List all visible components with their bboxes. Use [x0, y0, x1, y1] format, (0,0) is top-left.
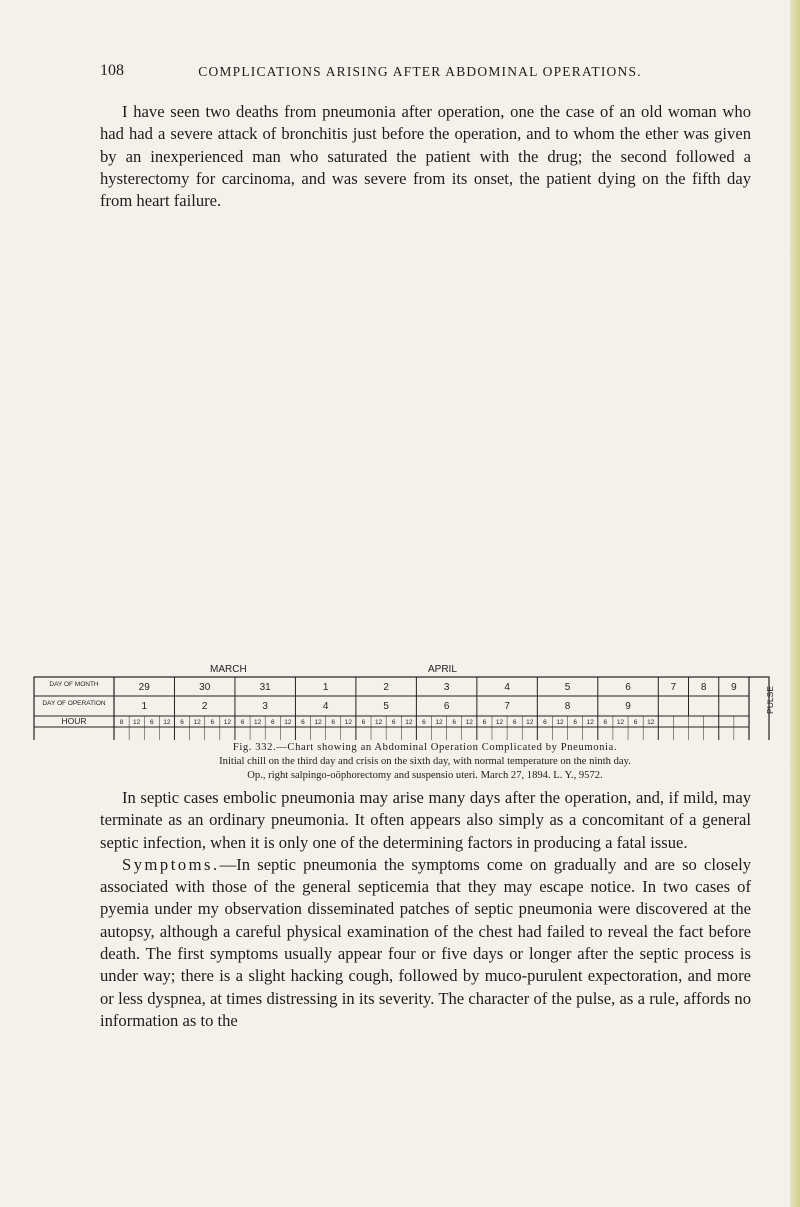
symptoms-heading: Symptoms.: [122, 854, 220, 874]
day-of-month: 4: [504, 682, 510, 693]
day-of-operation: 9: [625, 701, 631, 712]
day-of-month: 30: [199, 682, 211, 693]
symptoms-text: —In septic pneumonia the symptoms come on gradually and are so closely associated with those of the general septicemia that they may escape notice. In two cases of pyemia under my observation disseminated patches of septic pneumonia were discovered at the autopsy, although a careful physical examination of the chest had failed to reveal the fact before death. The first symptoms usually appear four or five days or longer after the septic process is under way; there is a slight hacking cough, followed by muco-purulent expectoration, and more or less dyspnea, at times distressing in its severity. The character of the pulse, as a rule, affords no information as to the: [100, 854, 751, 1030]
hour-label: 6: [301, 719, 305, 726]
figure-caption-title: Fig. 332.—Chart showing an Abdominal Operation Complicated by Pneumonia.: [232, 742, 618, 753]
hour-label: 6: [391, 719, 396, 726]
day-of-operation: 7: [504, 701, 510, 712]
hour-label: 12: [374, 719, 383, 726]
hour-label: 6: [512, 719, 517, 726]
month-label-march: MARCH: [210, 664, 247, 675]
label-day-of-operation: DAY OF OPERATION: [42, 700, 106, 707]
hour-label: 12: [495, 719, 504, 726]
day-of-month: 31: [259, 682, 271, 693]
hour-label: 12: [556, 719, 564, 726]
day-of-month: 3: [443, 682, 450, 693]
hour-label: 6: [452, 719, 456, 726]
hour-label: 12: [193, 719, 201, 726]
hour-label: 6: [180, 719, 184, 726]
hour-label: 6: [240, 719, 245, 726]
label-pulse-side: PULSE: [765, 686, 775, 714]
hour-label: 6: [361, 719, 366, 726]
hour-label: 6: [422, 719, 426, 726]
day-of-month: 29: [138, 682, 150, 693]
hour-label: 12: [163, 719, 171, 726]
hour-label: 8: [119, 719, 124, 726]
figure-caption-line2: Op., right salpingo-oöphorectomy and suspensio uteri. March 27, 1894. L. Y., 9572.: [247, 770, 603, 781]
hour-label: 12: [314, 719, 322, 726]
hour-label: 6: [543, 719, 547, 726]
day-of-operation: 6: [443, 701, 450, 712]
day-of-operation: 2: [201, 701, 208, 712]
day-of-operation: 8: [564, 701, 571, 712]
hour-label: 12: [284, 719, 292, 726]
day-of-month: 2: [383, 682, 389, 693]
body-text: [100, 787, 751, 1032]
figure-caption-line1: Initial chill on the third day and crisis on the sixth day, with normal temperature on the ninth day.: [219, 756, 631, 767]
page-number: 108: [100, 62, 124, 79]
day-of-month: 7: [670, 682, 677, 693]
day-of-operation: 3: [262, 701, 268, 712]
hour-label: 12: [647, 719, 655, 726]
top-paragraph: I have seen two deaths from pneumonia after operation, one the case of an old woman who had had a severe attack of bronchitis just before the operation, and to whom the ether was given by an inexperienced man who saturated the patient with the drug; the second followed a hysterectomy for carcinoma, and was severe from its onset, the patient dying on the fifth day from heart failure.: [100, 102, 751, 211]
hour-label: 6: [331, 719, 336, 726]
hour-label: 6: [270, 719, 275, 726]
hour-label: 12: [254, 719, 262, 726]
hour-label: 12: [616, 719, 625, 726]
hour-label: 6: [482, 719, 487, 726]
day-of-month: 6: [625, 682, 631, 693]
hour-label: 6: [603, 719, 608, 726]
label-hour: HOUR: [61, 716, 87, 726]
hour-label: 6: [210, 719, 215, 726]
day-of-month: 9: [731, 682, 737, 693]
month-label-april: APRIL: [428, 664, 457, 675]
hour-label: 6: [149, 719, 154, 726]
hour-label: 6: [633, 719, 638, 726]
running-title: COMPLICATIONS ARISING AFTER ABDOMINAL OPERATIONS.: [198, 64, 642, 79]
hour-label: 12: [526, 719, 534, 726]
day-of-month: 8: [700, 682, 707, 693]
hour-label: 12: [344, 719, 352, 726]
hour-label: 12: [435, 719, 443, 726]
hour-label: 12: [405, 719, 413, 726]
day-of-operation: 1: [141, 701, 148, 712]
hour-label: 6: [573, 719, 577, 726]
hour-label: 12: [465, 719, 473, 726]
label-day-of-month: DAY OF MONTH: [49, 681, 99, 688]
day-of-month: 5: [564, 682, 571, 693]
hour-label: 12: [223, 719, 232, 726]
day-of-month: 1: [322, 682, 329, 693]
hour-label: 12: [586, 719, 594, 726]
day-of-operation: 5: [383, 701, 389, 712]
hour-label: 12: [133, 719, 141, 726]
day-of-operation: 4: [322, 701, 329, 712]
paragraph-embolic: In septic cases embolic pneumonia may arise many days after the operation, and, if mild, may terminate as an ordinary pneumonia. It often appears also simply as a concomitant of a general septic infection, when it is only one of the determining factors in producing a fatal issue.: [100, 788, 751, 852]
paragraph-symptoms: [100, 854, 751, 1032]
